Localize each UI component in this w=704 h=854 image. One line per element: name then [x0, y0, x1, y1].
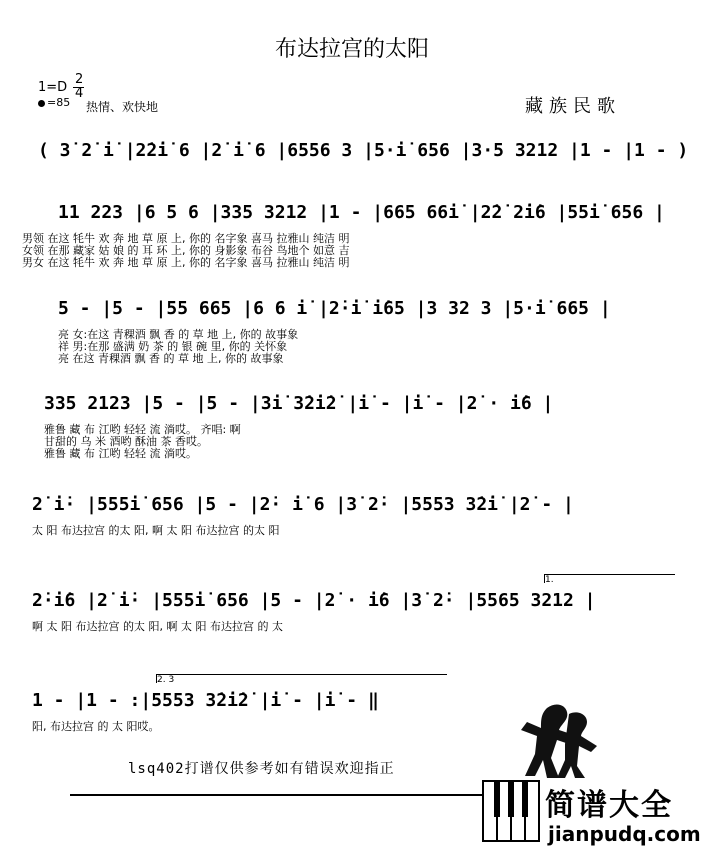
notes-line: 11 223 |6 5 6 |335 3212 |1 - |665 66i̇ |2̇2̇ 2̇i̇6 |55i̇ 656 | — [58, 202, 665, 223]
lyric-verse-1: 男领 在这 牦牛 欢 奔 地 草 原 上, 你的 名字象 喜马 拉雅山 纯洁 明 — [22, 232, 350, 245]
composer-credit: 藏族民歌 — [525, 96, 621, 117]
key-signature: 1=D — [38, 80, 68, 95]
transcriber-note: lsq402打谱仅供参考如有错误欢迎指正 — [128, 761, 395, 777]
footer-divider — [70, 794, 495, 796]
lyric-verse-3: 雅鲁 藏 布 江哟 轻轻 流 淌哎。 — [44, 447, 197, 460]
song-title: 布达拉宫的太阳 — [274, 37, 429, 62]
notes-line: 1 - |1 - :|5553 3̇2̇i̇2̇ |i̇ - |i̇ - ‖ — [32, 690, 379, 711]
quarter-note-icon — [38, 100, 45, 107]
notes-line: 335 2123 |5 - |5 - |3i̇ 3̇2̇i̇2̇ |i̇ - |i̇ - |2̇ · i̇6 | — [44, 393, 554, 414]
first-ending-bracket — [544, 574, 675, 583]
site-logo-url: jianpudq.com — [548, 822, 701, 846]
expression-marking: 热情、欢快地 — [86, 100, 159, 114]
notes-line: 2̇ i̇· |555i̇ 656 |5 - |2̇· i̇ 6 |3̇ 2̇· |5553 3̇2̇i̇ |2̇ - | — [32, 494, 574, 515]
site-logo-name: 简谱大全 — [545, 788, 673, 823]
second-ending-label: 2. 3 — [157, 675, 175, 685]
time-signature-top: 2 — [75, 72, 84, 87]
lyric-verse-1: 太 阳 布达拉宫 的太 阳, 啊 太 阳 布达拉宫 的太 阳 — [32, 524, 280, 537]
lyric-verse-2: 祥 男:在那 盛满 奶 茶 的 银 碗 里, 你的 关怀象 — [58, 340, 288, 353]
lyric-verse-2: 甘甜的 乌 米 酒哟 酥油 茶 香哎。 — [44, 435, 208, 448]
second-ending-bracket — [156, 674, 447, 683]
time-signature-bottom: 4 — [75, 86, 84, 101]
piano-keys-logo-icon — [482, 780, 540, 842]
lyric-verse-3: 亮 在这 青稞酒 飘 香 的 草 地 上, 你的 故事象 — [58, 352, 284, 365]
lyric-verse-3: 男女 在这 牦牛 欢 奔 地 草 原 上, 你的 名字象 喜马 拉雅山 纯洁 明 — [22, 256, 350, 269]
notes-line: 5 - |5 - |55 665 |6 6 i̇ |2̇·i̇ i̇65 |3 32 3 |5·i̇ 665 | — [58, 298, 611, 319]
lyric-verse-1: 阳, 布达拉宫 的 太 阳哎。 — [32, 720, 160, 733]
notes-line: 2̇·i̇6 |2̇ i̇· |555i̇ 656 |5 - |2̇ · i̇6 |3̇ 2̇· |5565 3212 | — [32, 590, 596, 611]
tempo-marking — [38, 96, 70, 109]
lyric-verse-1: 啊 太 阳 布达拉宫 的太 阳, 啊 太 阳 布达拉宫 的 太 — [32, 620, 283, 633]
lyric-verse-2: 女领 在那 藏家 姑 娘 的 耳 环 上, 你的 身影象 布谷 鸟地个 如意 吉 — [22, 244, 350, 257]
lyric-verse-1: 雅鲁 藏 布 江哟 轻轻 流 淌哎。 齐唱: 啊 — [44, 423, 241, 436]
notes-line: ( 3̇ 2̇ i̇ |2̇2̇i̇ 6 |2̇ i̇ 6 |6556 3 |5·i̇ 656 |3·5 3212 |1 - |1 - ) — [38, 140, 689, 161]
first-ending-label: 1. — [545, 575, 554, 585]
tempo-value: =85 — [47, 96, 71, 109]
lyric-verse-1: 亮 女:在这 青稞酒 飘 香 的 草 地 上, 你的 故事象 — [58, 328, 299, 341]
dancers-silhouette-image — [507, 700, 607, 780]
